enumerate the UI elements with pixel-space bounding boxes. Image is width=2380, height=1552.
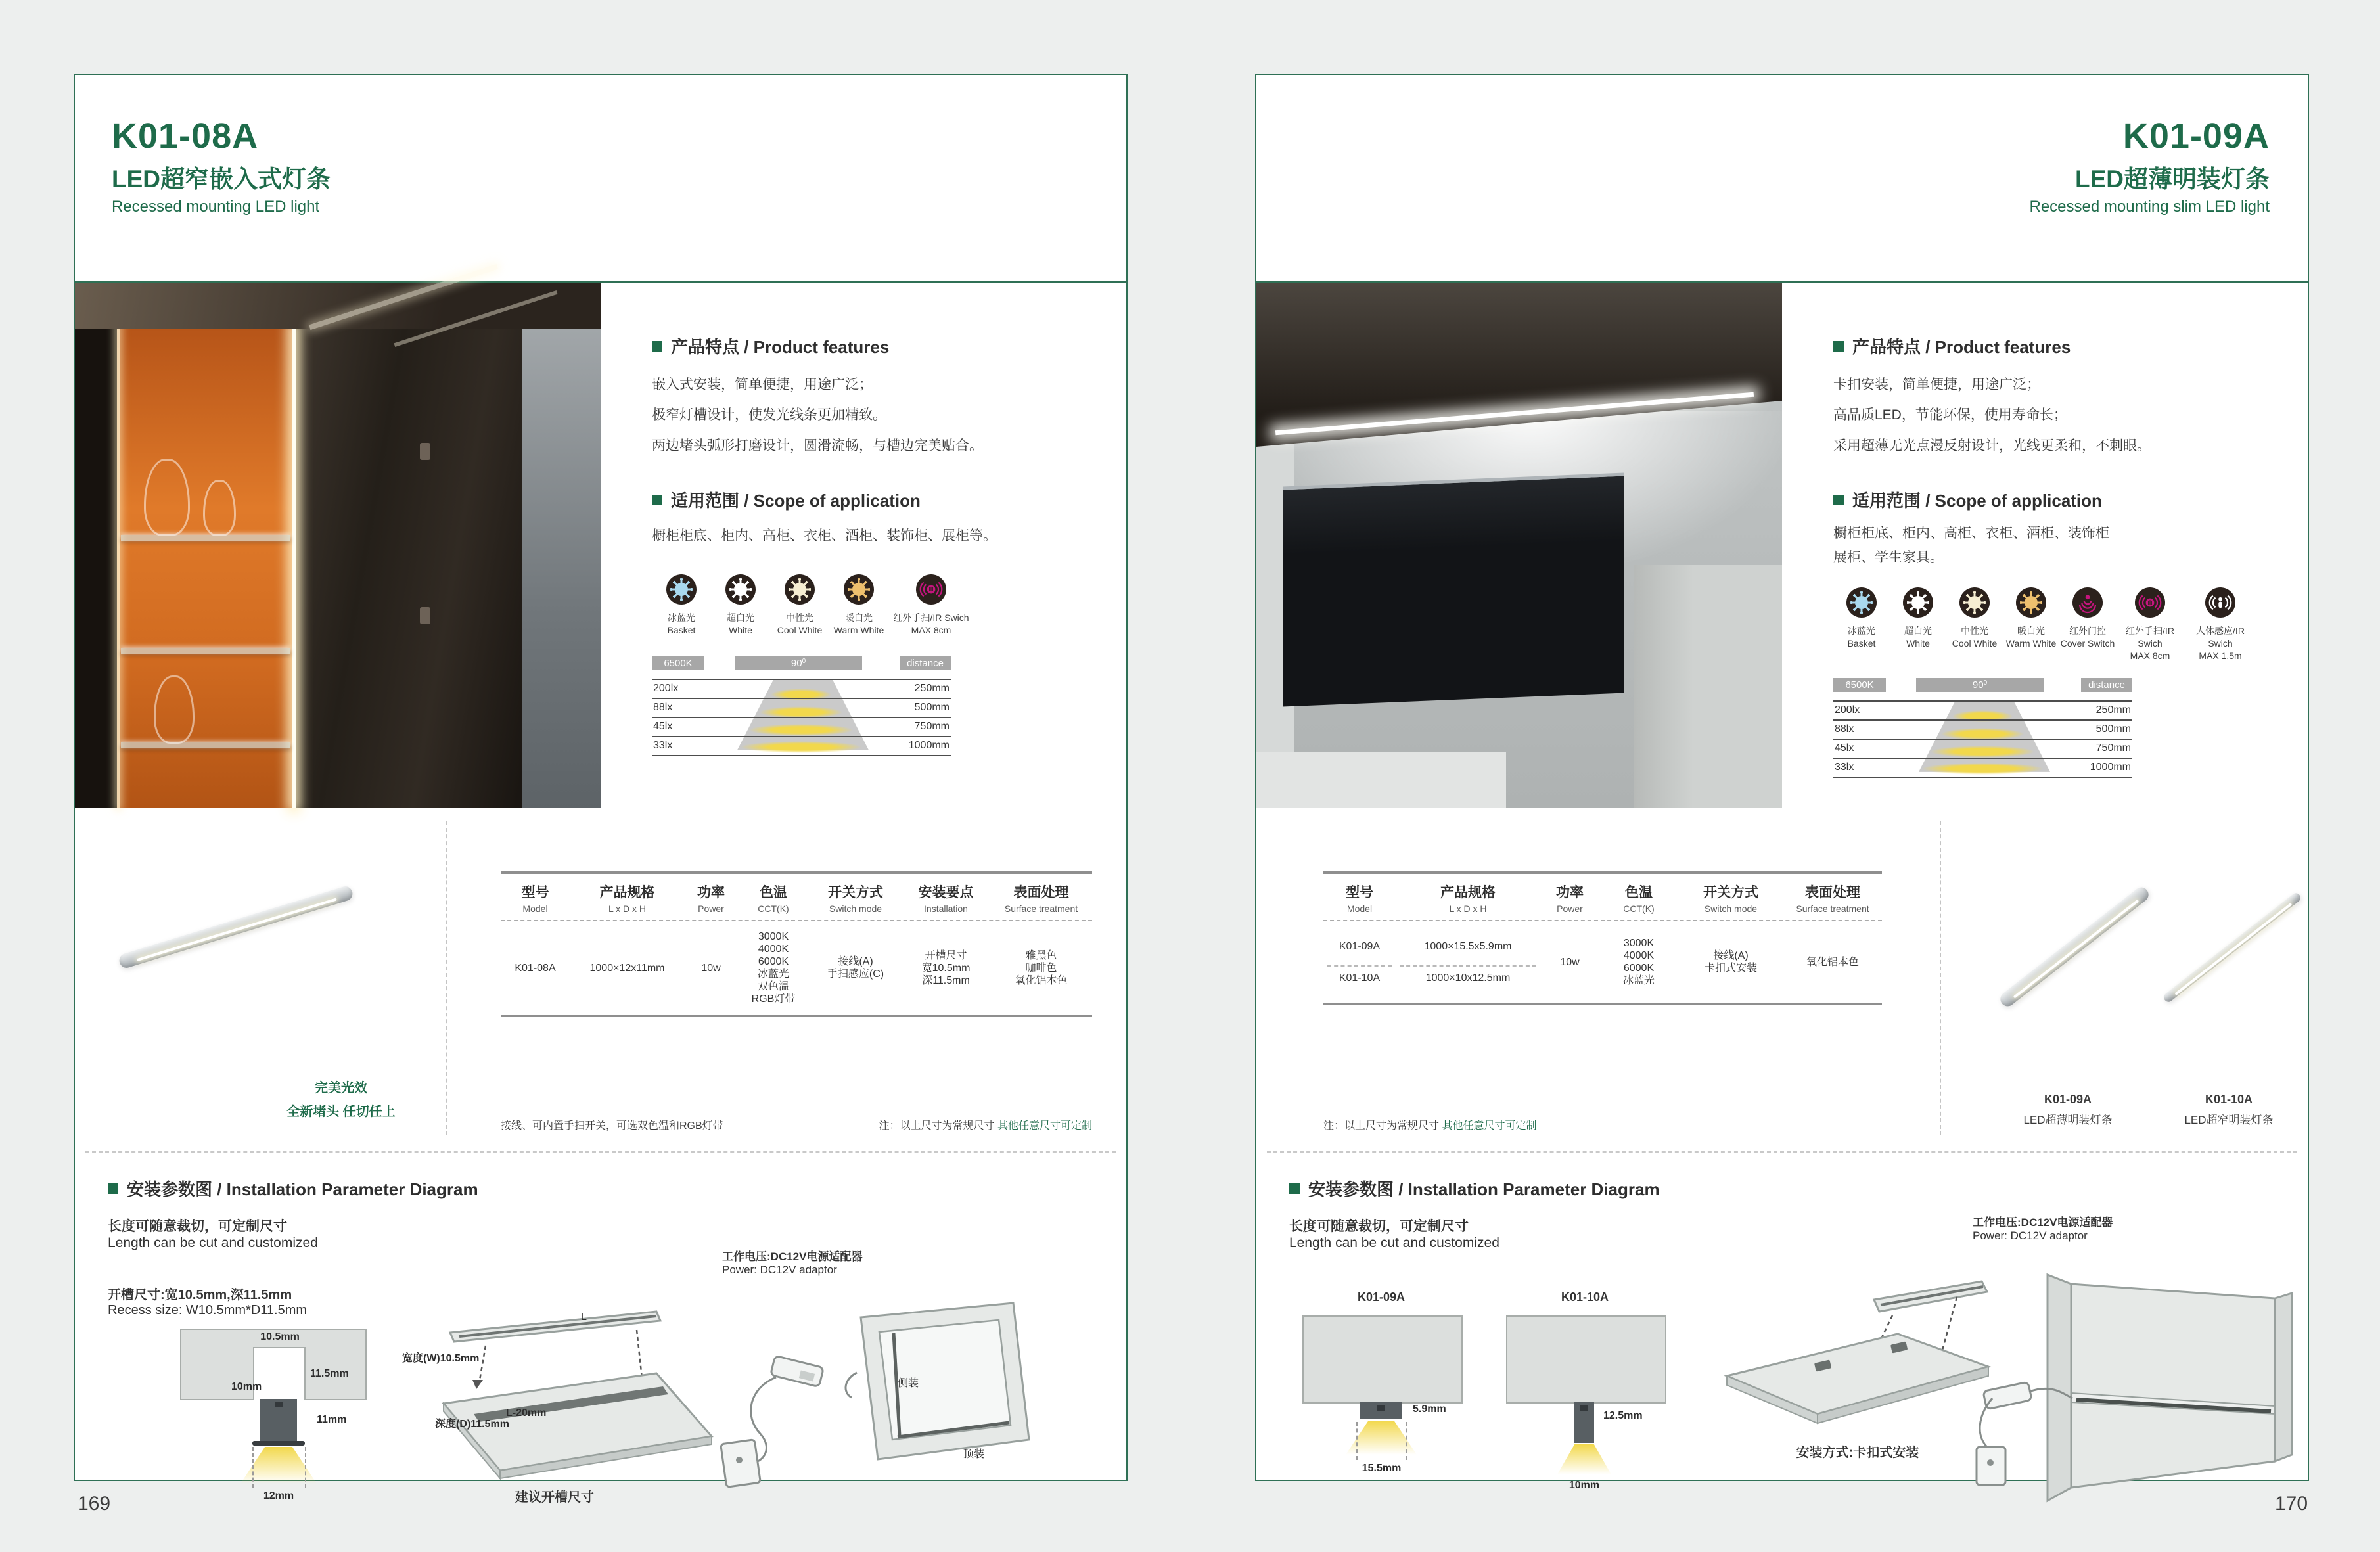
square-bullet-icon [108,1183,118,1194]
cell-surface: 氧化铝本色 [1806,956,1859,968]
product-model-title: K01-09A [2122,116,2270,156]
led-profile [260,1399,297,1441]
photo-left-frame [75,283,117,808]
dim-bottom-width: 10mm [1568,1480,1600,1491]
cell-surface: 雅黑色 咖啡色 氧化铝本色 [1015,949,1068,986]
feature-line: 采用超薄无光点漫反射设计，光线更柔和，不刺眼。 [1833,438,2151,453]
info-panel [1782,283,2308,808]
spec-section [75,808,1126,1151]
photo-counter [1256,752,1506,808]
spec-table-header: 型号 Model 产品规格 L x D x H 功率 Power 色温 CCT(K) 开关方式 Switch mode 安装要点 Installation 表面处理 Surface treatment [501,871,1092,921]
square-bullet-icon [1289,1183,1300,1194]
beam-angle-bar: 90 $^0$ [1916,678,2044,692]
cell-model: K01-10A [1323,965,1396,991]
feature-line: 两边堵头弧形打磨设计，圆滑流畅，与槽边完美贴合。 [652,438,983,453]
hinge [420,443,430,460]
mount-caption: 安装方式:卡扣式安装 [1796,1446,1919,1460]
dim-bottom-width: 12mm [263,1490,294,1501]
dim-bottom-width: 15.5mm [1362,1463,1402,1474]
light-mode-icons [1833,587,2284,662]
icon-cover-switch: 红外门控 Cover Switch [2059,587,2116,662]
scope-line: 橱柜柜底、柜内、高柜、衣柜、酒柜、装饰柜 [1833,526,2109,541]
sun-icon [2016,587,2046,618]
icon-warm-white-light: 暖白光 Warm White [2003,587,2059,662]
photo-lower-cabinet [1634,565,1782,808]
glass-shelf [121,742,290,748]
cover-switch-icon [2072,587,2103,618]
led-strip-glow [117,325,120,808]
cell-switch: 接线(A) 手扫感应(C) [827,956,884,980]
table-notes [501,1117,1092,1132]
glassware [154,675,195,744]
k01-09a-cross-section: K01-09A 5.9mm 15.5mm [1296,1290,1493,1507]
product-title-cn: LED超窄嵌入式灯条 [112,166,331,193]
cell-cct: 3000K 4000K 6000K 冰蓝光 双色温 RGB灯带 [751,931,796,1005]
product-caption: 完美光效 全新堵头 任切任上 [286,1081,396,1119]
cell-power: 10w [701,962,721,974]
icon-body-sensor: 人体感应/IR Swich MAX 1.5m [2184,587,2256,662]
side-mount-label: 侧装 [898,1378,919,1389]
lux-row: 45lx 750mm [652,717,951,736]
divider [1940,821,1941,1135]
top-mount-label: 顶装 [963,1449,985,1460]
profile-flange [252,1441,305,1446]
icon-cool-white-light: 中性光 Cool White [1946,587,2003,662]
cell-size: 1000×12x11mm [589,962,665,974]
dim-groove-width: 宽度(W)10.5mm [402,1353,480,1364]
length-note: 长度可随意裁切，可定制尺寸 Length can be cut and customized [108,1219,318,1250]
dim-inner-width: 10mm [231,1381,262,1392]
installation-heading: 安装参数图 / Installation Parameter Diagram [1289,1176,1660,1200]
spec-table [1323,871,1882,1005]
led-profile [1574,1402,1594,1443]
installation-section [75,1153,1126,1518]
icon-ir-hand-switch: 红外手扫/IR Swich MAX 8cm [888,574,974,637]
scope-heading: 适用范围 / Scope of application [1833,488,2284,512]
lux-row: 200lx 250mm [652,679,951,698]
photo-gray-column [522,325,601,808]
groove-board-diagram [440,1305,722,1484]
feature-line: 卡扣安装，简单便捷，用途广泛； [1833,377,2040,392]
dim-length-L: L [581,1312,587,1323]
groove-caption: 建议开槽尺寸 [515,1490,594,1505]
ir-hand-icon [2135,587,2165,618]
info-panel [601,283,1126,808]
icon-warm-white-light: 暖白光 Warm White [829,574,888,637]
icon-white-light: 超白光 White [711,574,770,637]
spec-table [501,871,1092,1017]
installation-heading: 安装参数图 / Installation Parameter Diagram [108,1176,478,1200]
page-number-left: 169 [78,1493,111,1515]
product-title-en: Recessed mounting LED light [112,198,320,216]
icon-ir-hand-switch: 红外手扫/IR Swich MAX 8cm [2116,587,2184,662]
led-strip-glow [292,325,296,808]
cell-cct: 3000K 4000K 6000K 冰蓝光 [1622,938,1655,986]
guide-line [252,1447,254,1488]
illuminance-distance-chart [1833,700,2132,774]
dim-depth: 11.5mm [310,1368,349,1379]
power-note: 工作电压:DC12V电源适配器 Power: DC12V adaptor [1973,1216,2113,1242]
sun-icon [666,574,697,605]
photometric-bars [1833,678,2132,692]
distance-bar: distance [900,656,951,670]
page-header [75,75,1126,281]
distance-bar: distance [2081,678,2132,692]
hinge [420,607,430,624]
icon-cool-white-light: 中性光 Cool White [770,574,829,637]
page-number-right: 170 [2275,1493,2308,1515]
aluminum-profile-render [118,884,354,969]
sun-icon [785,574,815,605]
length-note: 长度可随意裁切，可定制尺寸 Length can be cut and customized [1289,1219,1499,1250]
square-bullet-icon [652,341,662,352]
spec-table-rows [1323,921,1882,1005]
hero-section [75,281,1126,808]
feature-line: 极窄灯槽设计，使发光线条更加精致。 [652,407,886,423]
ir-hand-icon [916,574,946,605]
spec-section [1256,808,2308,1151]
guide-line [1356,1422,1358,1460]
scope-line: 橱柜柜底、柜内、高柜、衣柜、酒柜、装饰柜、展柜等。 [652,528,997,544]
aluminum-profile-render-k01-09a [1998,884,2151,1009]
spec-table-header: 型号 Model 产品规格 L x D x H 功率 Power 色温 CCT(K) 开关方式 Switch mode 表面处理 Surface treatment [1323,871,1882,921]
product-photo-cabinet-interior [75,283,601,808]
photo-orange-back-panel [117,325,292,808]
features-heading: 产品特点 / Product features [1833,334,2284,358]
feature-line: 嵌入式安装，简单便捷，用途广泛； [652,377,873,392]
product-photo-shelf-light [1256,283,1782,808]
scope-heading: 适用范围 / Scope of application [652,488,1103,512]
beam-angle-bar: 90 $^0$ [735,656,862,670]
product-title-cn: LED超薄明装灯条 [2075,166,2270,193]
dim-top-width: 10.5mm [260,1331,300,1342]
guide-line [1406,1422,1407,1460]
led-profile [1360,1402,1402,1419]
square-bullet-icon [1833,495,1844,505]
lux-row: 88lx 500mm [652,698,951,717]
catalog-page-right [1255,74,2309,1491]
icon-white-light: 超白光 White [1890,587,1946,662]
scope-line: 展柜、学生家具。 [1833,549,1944,565]
sun-icon [725,574,756,605]
hero-section [1256,281,2308,808]
features-list [652,375,1103,456]
photometric-bars [652,656,951,670]
cell-size: 1000×15.5x5.9mm [1424,940,1512,952]
sun-icon [1903,587,1933,618]
features-list [1833,375,2284,456]
square-bullet-icon [652,495,662,505]
sun-icon [1959,587,1990,618]
cell-power: 10w [1560,956,1580,968]
cabinet-mount-diagram [837,1294,1054,1478]
lux-row: 88lx 500mm [1833,719,2132,739]
square-bullet-icon [1833,341,1844,352]
photo-dark-door [296,325,522,808]
feature-line: 高品质LED，节能环保，使用寿命长； [1833,407,2067,423]
scope-list [1833,524,2284,568]
size-note: 注：以上尺寸为常规尺寸 其他任意尺寸可定制 [1323,1120,1537,1131]
render-label: K01-10A LED超窄明装灯条 [2184,1093,2274,1126]
light-beam [1557,1444,1611,1474]
cct-bar: 6500K [652,656,704,670]
size-note: 注：以上尺寸为常规尺寸 其他任意尺寸可定制 [879,1120,1092,1131]
cabinet-power-diagram [1966,1258,2295,1507]
cell-size: 1000×10x12.5mm [1396,965,1540,991]
page-header [1256,75,2308,281]
dim-groove-depth: 深度(D)11.5mm [435,1419,509,1430]
cell-install: 开槽尺寸 宽10.5mm 深11.5mm [921,949,971,986]
sun-icon [1846,587,1877,618]
k01-10a-cross-section: K01-10A 12.5mm 10mm [1499,1290,1697,1507]
cell-switch: 接线(A) 卡扣式安装 [1704,950,1757,974]
icon-ice-blue-light: 冰蓝光 Basket [652,574,711,637]
glassware [203,480,236,536]
lux-row: 200lx 250mm [1833,700,2132,719]
guide-line [305,1447,306,1488]
recess-note: 开槽尺寸:宽10.5mm,深11.5mm Recess size: W10.5mm*D11.5mm [108,1288,308,1317]
recess-cross-section-diagram [154,1315,390,1513]
icon-ice-blue-light: 冰蓝光 Basket [1833,587,1890,662]
light-mode-icons [652,574,1103,637]
features-heading: 产品特点 / Product features [652,334,1103,358]
lux-row: 33lx 1000mm [1833,758,2132,778]
render-label: K01-09A LED超薄明装灯条 [2023,1093,2113,1126]
cabinet-board [1302,1315,1463,1404]
glass-shelf [121,648,290,654]
wiring-note: 接线、可内置手扫开关，可选双色温和RGB灯带 [501,1120,723,1131]
sun-icon [844,574,874,605]
lux-row: 33lx 1000mm [652,736,951,756]
product-model-title: K01-08A [112,116,259,156]
dim-profile-height: 11mm [317,1414,347,1425]
glass-shelf [121,535,290,541]
scope-list [652,526,1103,546]
power-note: 工作电压:DC12V电源适配器 Power: DC12V adaptor [722,1250,863,1276]
spec-table-row [501,921,1092,1017]
illuminance-distance-chart [652,679,951,752]
cabinet-board [1506,1315,1666,1404]
installation-section [1256,1153,2308,1518]
photo-dark-panel [1283,473,1624,707]
dim-profile-height: 5.9mm [1413,1404,1446,1415]
body-sensor-icon [2205,587,2235,618]
glassware [144,459,190,536]
power-adapter-diagram [716,1350,827,1494]
dim-length-L20: L-20mm [506,1407,547,1419]
product-title-en: Recessed mounting slim LED light [2029,198,2270,216]
dim-profile-height: 12.5mm [1603,1410,1643,1421]
clip-mount-diagram [1716,1277,1999,1442]
cct-bar: 6500K [1833,678,1886,692]
cell-model: K01-09A [1339,940,1381,952]
divider [446,821,447,1135]
lux-row: 45lx 750mm [1833,739,2132,758]
table-notes [1323,1117,1882,1132]
cell-model: K01-08A [515,962,556,974]
aluminum-profile-render-k01-10a [2162,891,2302,1003]
